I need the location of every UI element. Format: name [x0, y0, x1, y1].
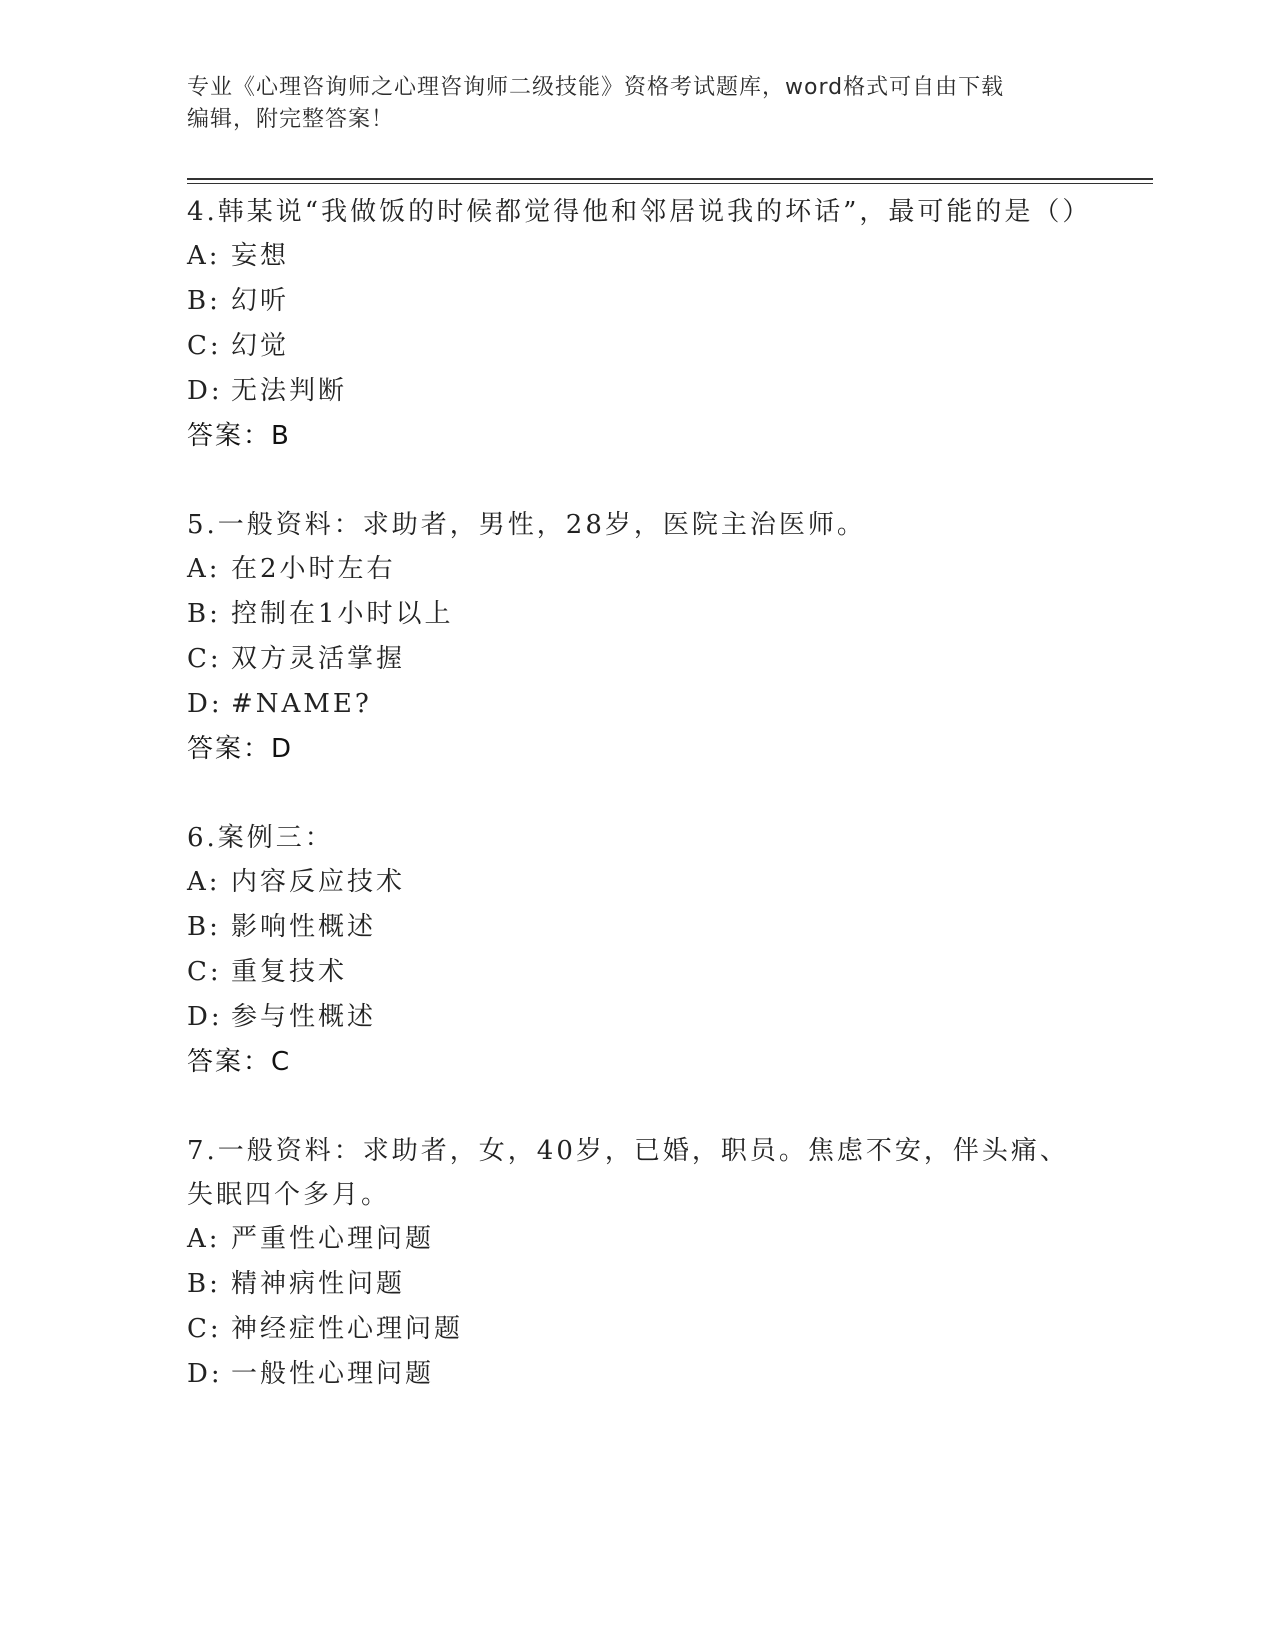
- option-text: 一般性心理问题: [231, 1359, 435, 1389]
- question-stem: 5.一般资料：求助者，男性，28岁，医院主治医师。: [187, 510, 866, 540]
- option-c: [187, 637, 1087, 682]
- answer-value: D: [271, 734, 294, 764]
- option-d: [187, 995, 1087, 1040]
- option-letter: A:: [187, 1224, 221, 1254]
- option-letter: D:: [187, 1002, 223, 1032]
- question-4: [187, 190, 1092, 459]
- option-letter: C:: [187, 331, 222, 361]
- question-6: [187, 816, 1087, 1085]
- option-letter: A:: [187, 867, 221, 897]
- question-stem: 6.案例三：: [187, 823, 334, 853]
- header-divider-thin: [187, 183, 1153, 184]
- option-letter: C:: [187, 957, 222, 987]
- answer-line: [187, 727, 1087, 772]
- answer-line: [187, 1040, 1087, 1085]
- option-text: 幻听: [231, 286, 290, 316]
- answer-value: C: [271, 1047, 292, 1077]
- question-5: [187, 503, 1087, 772]
- option-d: [187, 682, 1087, 727]
- option-text: 双方灵活掌握: [231, 644, 406, 674]
- option-letter: B:: [187, 599, 221, 629]
- header-line-2: 编辑，附完整答案！: [187, 107, 395, 132]
- option-a: [187, 860, 1087, 905]
- option-c: [187, 1307, 1087, 1352]
- option-a: [187, 234, 1087, 279]
- option-letter: B:: [187, 912, 221, 942]
- answer-label: 答案：: [187, 1047, 272, 1077]
- option-letter: C:: [187, 644, 222, 674]
- option-text: #NAME?: [231, 689, 372, 719]
- option-text: 幻觉: [231, 331, 290, 361]
- header-line-1: 专业《心理咨询师之心理咨询师二级技能》资格考试题库，word格式可自由下载: [187, 75, 1005, 100]
- answer-label: 答案：: [187, 421, 272, 451]
- option-b: [187, 1262, 1087, 1307]
- option-text: 在2小时左右: [231, 554, 396, 584]
- option-b: [187, 905, 1087, 950]
- option-a: [187, 1217, 1087, 1262]
- option-d: [187, 1352, 1087, 1397]
- question-list: [187, 190, 1092, 1441]
- answer-line: [187, 414, 1087, 459]
- option-text: 参与性概述: [231, 1002, 377, 1032]
- option-c: [187, 950, 1087, 995]
- option-text: 控制在1小时以上: [231, 599, 454, 629]
- option-letter: A:: [187, 554, 221, 584]
- option-letter: D:: [187, 376, 223, 406]
- answer-value: B: [271, 421, 291, 451]
- question-7: [187, 1129, 1087, 1397]
- document-header: [187, 72, 1077, 136]
- option-a: [187, 547, 1087, 592]
- option-text: 内容反应技术: [231, 867, 406, 897]
- option-b: [187, 279, 1087, 324]
- option-text: 影响性概述: [231, 912, 377, 942]
- option-text: 重复技术: [231, 957, 348, 987]
- question-stem: 4.韩某说“我做饭的时候都觉得他和邻居说我的坏话”，最可能的是（）: [187, 197, 1092, 227]
- option-letter: B:: [187, 1269, 221, 1299]
- option-letter: C:: [187, 1314, 222, 1344]
- answer-label: 答案：: [187, 734, 272, 764]
- option-b: [187, 592, 1087, 637]
- option-letter: B:: [187, 286, 221, 316]
- option-letter: D:: [187, 689, 223, 719]
- option-text: 严重性心理问题: [231, 1224, 435, 1254]
- option-text: 妄想: [231, 241, 290, 271]
- option-text: 精神病性问题: [231, 1269, 406, 1299]
- option-c: [187, 324, 1087, 369]
- header-divider-thick: [187, 178, 1153, 180]
- option-letter: A:: [187, 241, 221, 271]
- option-d: [187, 369, 1087, 414]
- option-text: 无法判断: [231, 376, 348, 406]
- option-text: 神经症性心理问题: [231, 1314, 464, 1344]
- question-stem: 7.一般资料：求助者，女，40岁，已婚，职员。焦虑不安，伴头痛、失眠四个多月。: [187, 1136, 1069, 1210]
- option-letter: D:: [187, 1359, 223, 1389]
